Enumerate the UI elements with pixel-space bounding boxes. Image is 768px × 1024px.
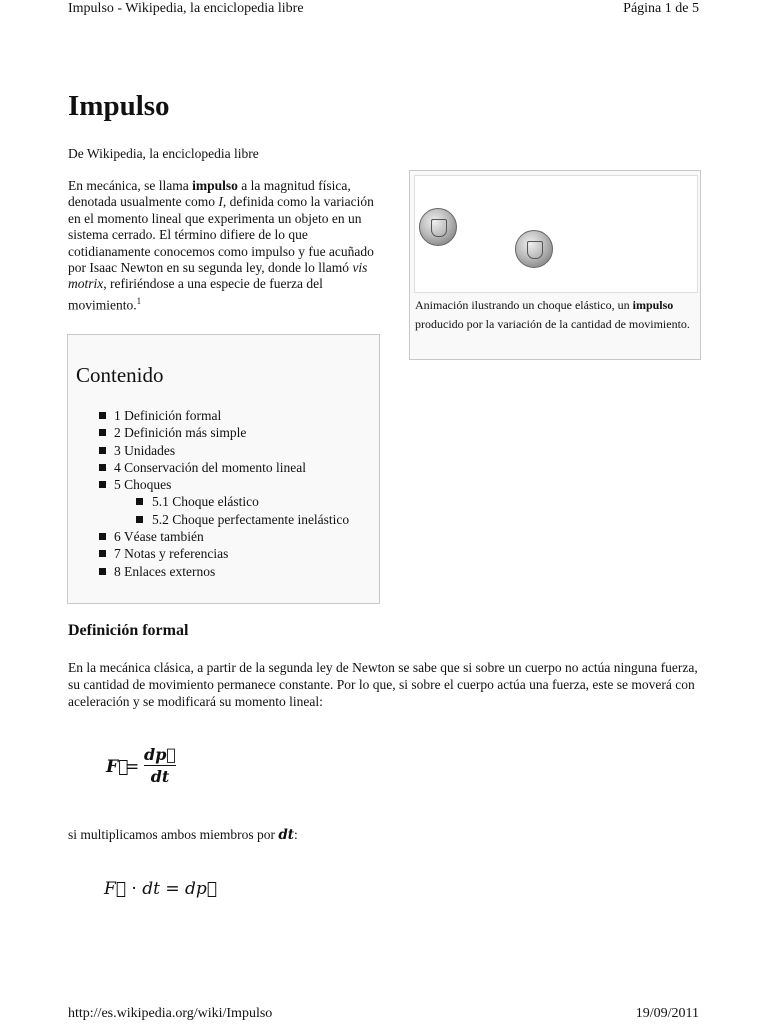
coin-icon (515, 230, 553, 268)
page-title: Impulso (68, 90, 170, 122)
intro-paragraph: En mecánica, se llama impulso a la magnitud física, denotada usualmente como I, definida como la variación en el momento lineal que experimenta un objeto en un sistema cerrado. El término difiere de lo que cotidianamente conocemos como impulso y fue acuñado por Isaac Newton en su segunda ley, donde lo llamó vis motrix, refiriéndose a una especie de fuerza del movimiento.$^1$ (68, 178, 374, 313)
toc-item[interactable]: 4 Conservación del momento lineal (68, 459, 349, 476)
collision-animation-image[interactable] (414, 175, 698, 293)
reference-link[interactable]: 1 (136, 295, 142, 306)
toc-subitem[interactable]: 5.2 Choque perfectamente inelástico (68, 511, 349, 528)
formula-force: F⃗ = $\frac{dp⃗}{dt}$ (106, 745, 176, 786)
toc-item[interactable]: 5 Choques (68, 476, 349, 493)
toc-item[interactable]: 3 Unidades (68, 442, 349, 459)
toc-item[interactable]: 6 Véase también (68, 528, 349, 545)
toc-title: Contenido (76, 363, 164, 387)
toc-subitem[interactable]: 5.1 Choque elástico (68, 493, 349, 510)
section-paragraph: En la mecánica clásica, a partir de la segunda ley de Newton se sabe que si sobre un cuerpo no actúa ninguna fuerza, su cantidad de movimiento permanece constante. Por lo que, si sobre el cuerpo actúa una fuerza, este se moverá con aceleración y se modificará su momento lineal: (68, 660, 698, 709)
print-footer-date: 19/09/2011 (635, 1006, 699, 1021)
impulso-link[interactable]: impulso (192, 178, 238, 193)
toc-list (68, 407, 349, 580)
toc-item[interactable]: 1 Definición formal (68, 407, 349, 424)
thumbnail-caption: Animación ilustrando un choque elástico, un impulso producido por la variación de la cantidad de movimiento. (415, 298, 690, 331)
print-footer-url: http://es.wikipedia.org/wiki/Impulso (68, 1006, 273, 1021)
toc-item[interactable]: 8 Enlaces externos (68, 563, 349, 580)
print-header-title: Impulso - Wikipedia, la enciclopedia libre (68, 1, 304, 16)
print-header-page: Página 1 de 5 (623, 1, 699, 16)
section-paragraph-2: si multiplicamos ambos miembros por dt: (68, 827, 298, 843)
toc-item[interactable]: 7 Notas y referencias (68, 545, 349, 562)
coin-icon (419, 208, 457, 246)
page-subtitle: De Wikipedia, la enciclopedia libre (68, 146, 259, 161)
formula-impulse: F⃗ · dt = dp⃗ (104, 879, 217, 899)
table-of-contents (67, 334, 380, 604)
toc-item[interactable]: 2 Definición más simple (68, 424, 349, 441)
thumbnail-figure (409, 170, 701, 360)
section-heading: Definición formal (68, 622, 189, 639)
